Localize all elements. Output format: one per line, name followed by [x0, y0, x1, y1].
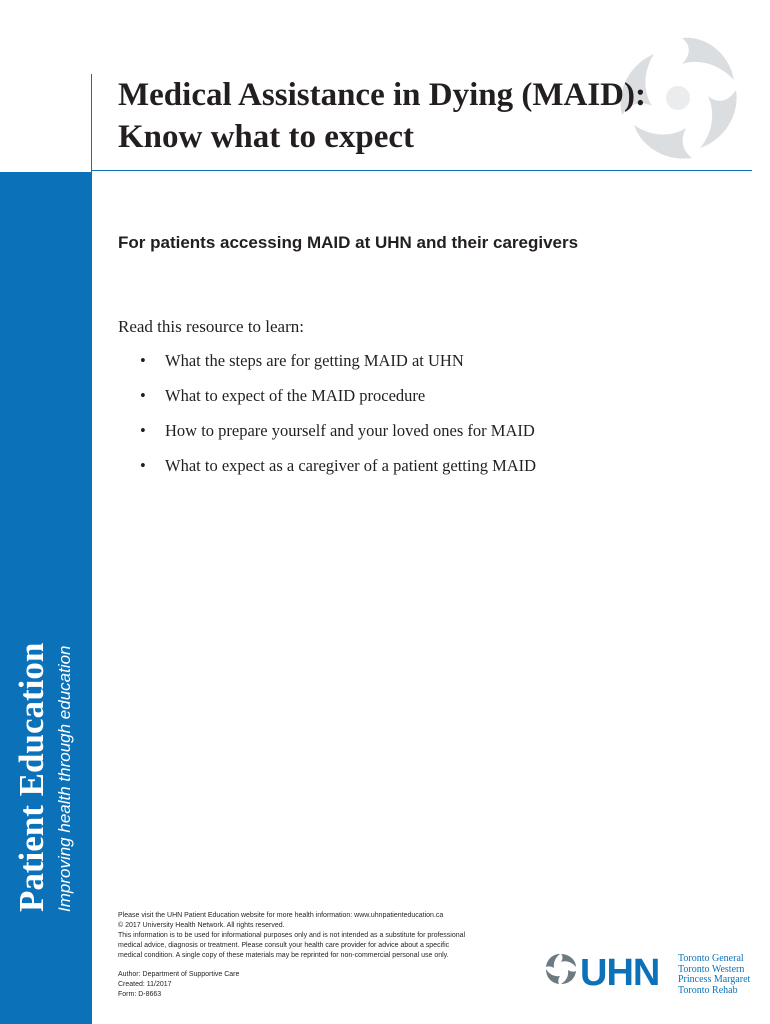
list-item: [140, 385, 536, 420]
uhn-site: Princess Margaret: [678, 974, 751, 985]
footer-form: Form: D-8663: [118, 991, 162, 998]
intro-text: Read this resource to learn:: [118, 317, 304, 336]
footer-website-line: Please visit the UHN Patient Education website for more health information: www.uhnpatienteducation.ca: [118, 912, 444, 919]
title-vertical-rule: [91, 74, 92, 172]
uhn-swirl-icon: [544, 952, 578, 986]
page-title-line-1: Medical Assistance in Dying (MAID):: [118, 77, 646, 113]
sidebar-band: [0, 172, 92, 1024]
subtitle: For patients accessing MAID at UHN and their caregivers: [118, 233, 579, 252]
footer-disclaimer-2: medical advice, diagnosis or treatment. Please consult your health care provider for advice about a specific: [118, 942, 450, 949]
list-item-text: How to prepare yourself and your loved ones for MAID: [165, 421, 535, 440]
learning-list: [140, 350, 536, 490]
footer-disclaimer-1: This information is to be used for informational purposes only and is not intended as a substitute for professional: [118, 932, 466, 939]
footer-copyright: © 2017 University Health Network. All rights reserved.: [118, 922, 285, 929]
bullet-icon: •: [140, 386, 146, 405]
list-item-text: What the steps are for getting MAID at UHN: [165, 351, 464, 370]
footer-created: Created: 11/2017: [118, 981, 172, 988]
page-title-line-2: Know what to expect: [118, 119, 415, 155]
bullet-icon: •: [140, 351, 146, 370]
uhn-logo-text: UHN: [580, 952, 660, 994]
uhn-site: Toronto Rehab: [678, 984, 738, 996]
list-item-text: What to expect as a caregiver of a patient getting MAID: [165, 456, 537, 475]
bullet-icon: •: [140, 421, 146, 440]
footer-disclaimer-3: medical condition. A single copy of these materials may be reprinted for non-commercial personal use only.: [118, 952, 449, 959]
list-item: [140, 455, 536, 490]
uhn-site: Toronto Western: [678, 963, 745, 975]
footer: [118, 911, 518, 1000]
list-item-text: What to expect of the MAID procedure: [165, 386, 426, 405]
sidebar-tagline: Improving health through education: [55, 645, 74, 912]
bullet-icon: •: [140, 456, 146, 475]
title-horizontal-rule: [91, 170, 752, 171]
list-item: [140, 350, 536, 385]
sidebar-text: [12, 612, 76, 912]
uhn-site: Toronto General: [678, 953, 744, 964]
uhn-sites-list: [678, 954, 750, 996]
footer-author: Author: Department of Supportive Care: [118, 971, 240, 978]
list-item: [140, 420, 536, 455]
sidebar-title: Patient Education: [12, 642, 51, 912]
page-title: [118, 74, 718, 158]
uhn-logo: [544, 952, 751, 1002]
